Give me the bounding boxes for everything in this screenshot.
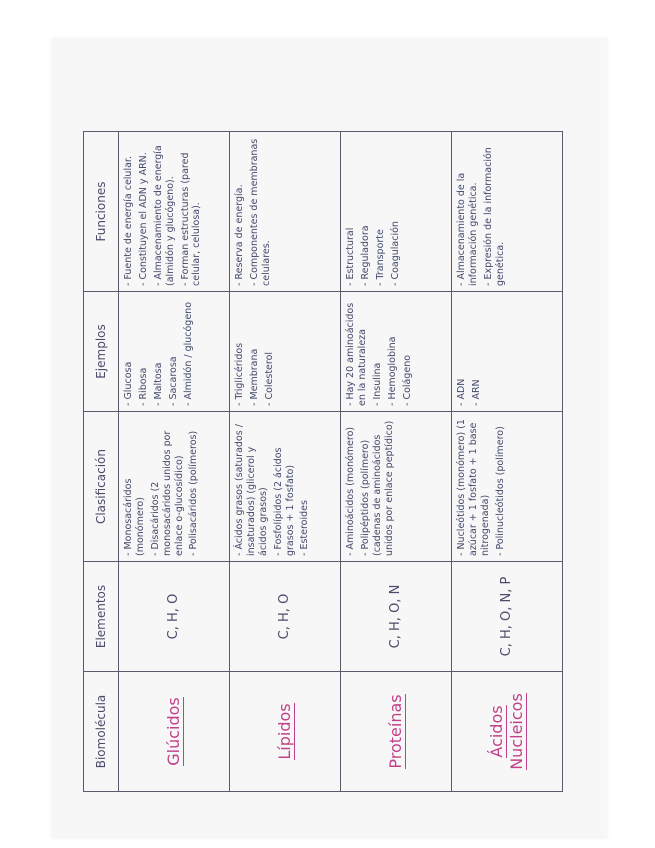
classification-line: - Aminoácidos (monómero) (345, 426, 356, 556)
functions-cell (230, 132, 341, 292)
biomolecule-name (230, 672, 341, 792)
classification-line: - Monosacáridos (monómero) (123, 478, 146, 556)
rotated-notes (83, 122, 563, 792)
classification-line: - Ácidos grasos (saturados / insaturados) (glicerol y ácidos grasos) (234, 424, 269, 556)
classification-line: - Nucleótidos (monómero) (1 azúcar + 1 fosfato + 1 base nitrogenada) (456, 419, 491, 556)
biomolecule-name (341, 672, 452, 792)
function-line: - Almacenamiento de energía (almidón y glucógeno). (152, 145, 176, 286)
function-line: - Constituyen el ADN y ARN. (137, 152, 149, 286)
classification-cell (119, 412, 230, 562)
function-line: - Fuente de energía celular. (123, 156, 134, 286)
biomolecule-name-text: Proteínas (386, 694, 405, 769)
function-line: - Expresión de la información genética. (482, 147, 506, 286)
example-line: - Hemoglobina (386, 336, 398, 406)
classification-cell (230, 412, 341, 562)
example-line: - Triglicéridos (234, 342, 245, 406)
function-line: - Coagulación (389, 221, 401, 286)
function-line: - Almacenamiento de la información genética. (456, 172, 479, 286)
header-functions: Funciones (84, 132, 119, 292)
function-line: - Componentes de membranas celulares. (248, 138, 272, 286)
example-line: - Glucosa (123, 361, 134, 406)
header-examples: Ejemplos (84, 292, 119, 412)
biomolecule-name (452, 672, 563, 792)
table-header-row (84, 132, 119, 792)
biomolecule-name (119, 672, 230, 792)
classification-line: - Polipéptidos (polímero) (cadenas de aminoácidos unidos por enlace peptídico) (359, 420, 395, 556)
table-row (230, 132, 341, 792)
example-line: - Ribosa (137, 367, 149, 406)
classification-line: - Polinucleótidos (polímero) (494, 426, 506, 556)
examples-cell (119, 292, 230, 412)
header-biomolecule: Biomolécula (84, 672, 119, 792)
biomolecule-name-text: Glúcidos (164, 697, 183, 766)
classification-line: - Fosfolípidos (2 ácidos grasos + 1 fosfato) (272, 447, 296, 556)
table-row (452, 132, 563, 792)
example-line: - ARN (470, 379, 482, 406)
elements-cell: C, H, O, N, P (452, 562, 563, 672)
function-line: - Reserva de energía. (234, 184, 245, 286)
example-line: - Colágeno (401, 354, 413, 406)
table-row (119, 132, 230, 792)
functions-cell (452, 132, 563, 292)
examples-cell (452, 292, 563, 412)
elements-cell: C, H, O, N (341, 562, 452, 672)
elements-cell: C, H, O (230, 562, 341, 672)
function-line: - Estructural (345, 227, 356, 286)
classification-line: - Esteroides (299, 500, 311, 556)
example-line: - Hay 20 aminoácidos en la naturaleza (345, 302, 368, 406)
function-line: - Forman estructuras (pared celular, celulosa). (179, 152, 203, 286)
example-line: - ADN (456, 378, 467, 406)
header-classification: Clasificación (84, 412, 119, 562)
functions-cell (341, 132, 452, 292)
function-line: - Reguladora (359, 225, 371, 286)
example-line: - Colesterol (263, 351, 275, 406)
classification-line: - Polisacáridos (polímeros) (188, 430, 200, 556)
example-line: - Maltosa (152, 362, 164, 406)
functions-cell (119, 132, 230, 292)
classification-line: - Disacáridos (2 monosacáridos unidos por enlace o-glucosídico) (149, 430, 185, 556)
biomolecule-name-text: Lípidos (275, 703, 294, 760)
classification-cell (341, 412, 452, 562)
table-row (341, 132, 452, 792)
elements-cell: C, H, O (119, 562, 230, 672)
example-line: - Insulina (371, 362, 383, 406)
examples-cell (230, 292, 341, 412)
biomolecule-name-text: Ácidos Nucleicos (487, 693, 526, 770)
classification-cell (452, 412, 563, 562)
example-line: - Sacarosa (167, 356, 179, 406)
example-line: - Almidón / glucógeno (182, 301, 194, 406)
function-line: - Transporte (374, 229, 386, 286)
biomolecule-table (83, 131, 563, 792)
header-elements: Elementos (84, 562, 119, 672)
example-line: - Membrana (248, 348, 260, 406)
examples-cell (341, 292, 452, 412)
